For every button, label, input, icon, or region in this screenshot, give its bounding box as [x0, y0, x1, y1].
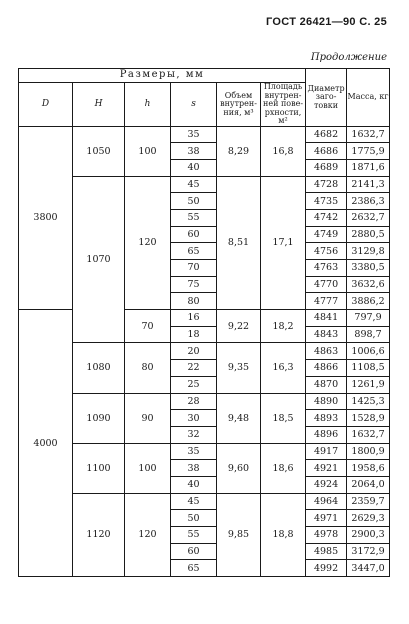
cell-diameter: 4843: [306, 326, 347, 343]
cell-mass: 1425,3: [347, 393, 390, 410]
cell-diameter: 4735: [306, 193, 347, 210]
cell-mass: 1958,6: [347, 460, 390, 477]
table-row: [19, 343, 390, 360]
cell-H: 1050: [73, 126, 125, 176]
cell-s: 65: [171, 243, 217, 260]
cell-diameter: 4978: [306, 527, 347, 544]
cell-D: 4000: [19, 310, 73, 577]
cell-diameter: 4728: [306, 176, 347, 193]
cell-s: 35: [171, 443, 217, 460]
col-header-mass: Масса, кг: [347, 69, 390, 127]
cell-mass: 1800,9: [347, 443, 390, 460]
cell-diameter: 4866: [306, 360, 347, 377]
cell-mass: 3447,0: [347, 560, 390, 577]
cell-mass: 3380,5: [347, 260, 390, 277]
cell-mass: 1632,7: [347, 126, 390, 143]
cell-D: 3800: [19, 126, 73, 310]
col-header-H: H: [73, 83, 125, 127]
cell-h: 80: [125, 343, 171, 393]
cell-mass: 1528,9: [347, 410, 390, 427]
table-row: [19, 393, 390, 410]
cell-diameter: 4985: [306, 543, 347, 560]
cell-s: 18: [171, 326, 217, 343]
cell-s: 55: [171, 209, 217, 226]
cell-mass: 1632,7: [347, 426, 390, 443]
cell-s: 70: [171, 260, 217, 277]
cell-mass: 2632,7: [347, 209, 390, 226]
cell-s: 35: [171, 126, 217, 143]
cell-s: 80: [171, 293, 217, 310]
cell-diameter: 4863: [306, 343, 347, 360]
cell-s: 65: [171, 560, 217, 577]
cell-diameter: 4686: [306, 143, 347, 160]
cell-mass: 3632,6: [347, 276, 390, 293]
cell-diameter: 4971: [306, 510, 347, 527]
cell-area: 18,5: [261, 393, 306, 443]
cell-area: 16,8: [261, 126, 306, 176]
cell-s: 25: [171, 376, 217, 393]
cell-area: 18,6: [261, 443, 306, 493]
col-header-volume: Объем внутрен-ния, м³: [217, 83, 261, 127]
cell-diameter: 4763: [306, 260, 347, 277]
cell-diameter: 4890: [306, 393, 347, 410]
cell-s: 55: [171, 527, 217, 544]
col-header-h: h: [125, 83, 171, 127]
cell-volume: 8,51: [217, 176, 261, 310]
cell-volume: 8,29: [217, 126, 261, 176]
group-title: Размеры, мм: [19, 69, 306, 83]
cell-diameter: 4689: [306, 159, 347, 176]
dimensions-table-wrap: [18, 68, 389, 577]
cell-volume: 9,85: [217, 493, 261, 576]
cell-s: 75: [171, 276, 217, 293]
cell-h: 100: [125, 443, 171, 493]
cell-area: 17,1: [261, 176, 306, 310]
cell-s: 60: [171, 226, 217, 243]
cell-mass: 3886,2: [347, 293, 390, 310]
cell-diameter: 4870: [306, 376, 347, 393]
cell-H: 1070: [73, 176, 125, 343]
cell-s: 40: [171, 159, 217, 176]
cell-H: 1100: [73, 443, 125, 493]
cell-mass: 2141,3: [347, 176, 390, 193]
cell-mass: 2064,0: [347, 476, 390, 493]
page-header: ГОСТ 26421—90 С. 25: [266, 16, 387, 28]
cell-s: 45: [171, 493, 217, 510]
cell-mass: 2900,3: [347, 527, 390, 544]
cell-s: 30: [171, 410, 217, 427]
cell-mass: 3129,8: [347, 243, 390, 260]
cell-mass: 2880,5: [347, 226, 390, 243]
cell-diameter: 4841: [306, 310, 347, 327]
cell-mass: 3172,9: [347, 543, 390, 560]
col-header-area: Площадь внутрен-ней пове-рхности, м²: [261, 83, 306, 127]
col-header-diameter: Диаметр заго-товки: [306, 69, 347, 127]
cell-s: 38: [171, 460, 217, 477]
cell-h: 90: [125, 393, 171, 443]
cell-volume: 9,22: [217, 310, 261, 343]
cell-area: 16,3: [261, 343, 306, 393]
cell-s: 28: [171, 393, 217, 410]
cell-mass: 898,7: [347, 326, 390, 343]
cell-diameter: 4682: [306, 126, 347, 143]
cell-diameter: 4924: [306, 476, 347, 493]
cell-H: 1120: [73, 493, 125, 576]
cell-s: 45: [171, 176, 217, 193]
continuation-note: Продолжение: [310, 52, 387, 63]
cell-H: 1090: [73, 393, 125, 443]
cell-volume: 9,35: [217, 343, 261, 393]
cell-diameter: 4770: [306, 276, 347, 293]
cell-h: 120: [125, 493, 171, 576]
cell-mass: 797,9: [347, 310, 390, 327]
cell-area: 18,2: [261, 310, 306, 343]
table-row: [19, 443, 390, 460]
cell-s: 60: [171, 543, 217, 560]
cell-diameter: 4921: [306, 460, 347, 477]
cell-s: 32: [171, 426, 217, 443]
cell-s: 22: [171, 360, 217, 377]
cell-diameter: 4992: [306, 560, 347, 577]
cell-mass: 1006,6: [347, 343, 390, 360]
dimensions-table: [18, 68, 390, 577]
table-row: [19, 126, 390, 143]
cell-mass: 1108,5: [347, 360, 390, 377]
cell-diameter: 4893: [306, 410, 347, 427]
cell-mass: 1871,6: [347, 159, 390, 176]
cell-diameter: 4756: [306, 243, 347, 260]
cell-h: 120: [125, 176, 171, 310]
cell-diameter: 4749: [306, 226, 347, 243]
cell-area: 18,8: [261, 493, 306, 576]
cell-diameter: 4742: [306, 209, 347, 226]
table-row: [19, 493, 390, 510]
cell-diameter: 4777: [306, 293, 347, 310]
cell-H: 1080: [73, 343, 125, 393]
cell-s: 20: [171, 343, 217, 360]
cell-s: 40: [171, 476, 217, 493]
cell-diameter: 4896: [306, 426, 347, 443]
cell-mass: 2386,3: [347, 193, 390, 210]
cell-h: 100: [125, 126, 171, 176]
cell-mass: 2359,7: [347, 493, 390, 510]
col-header-D: D: [19, 83, 73, 127]
cell-mass: 1775,9: [347, 143, 390, 160]
cell-s: 16: [171, 310, 217, 327]
cell-mass: 1261,9: [347, 376, 390, 393]
cell-s: 50: [171, 193, 217, 210]
cell-diameter: 4917: [306, 443, 347, 460]
table-row: [19, 176, 390, 193]
cell-diameter: 4964: [306, 493, 347, 510]
cell-volume: 9,60: [217, 443, 261, 493]
cell-h: 70: [125, 310, 171, 343]
cell-volume: 9,48: [217, 393, 261, 443]
cell-s: 38: [171, 143, 217, 160]
cell-s: 50: [171, 510, 217, 527]
cell-mass: 2629,3: [347, 510, 390, 527]
col-header-s: s: [171, 83, 217, 127]
